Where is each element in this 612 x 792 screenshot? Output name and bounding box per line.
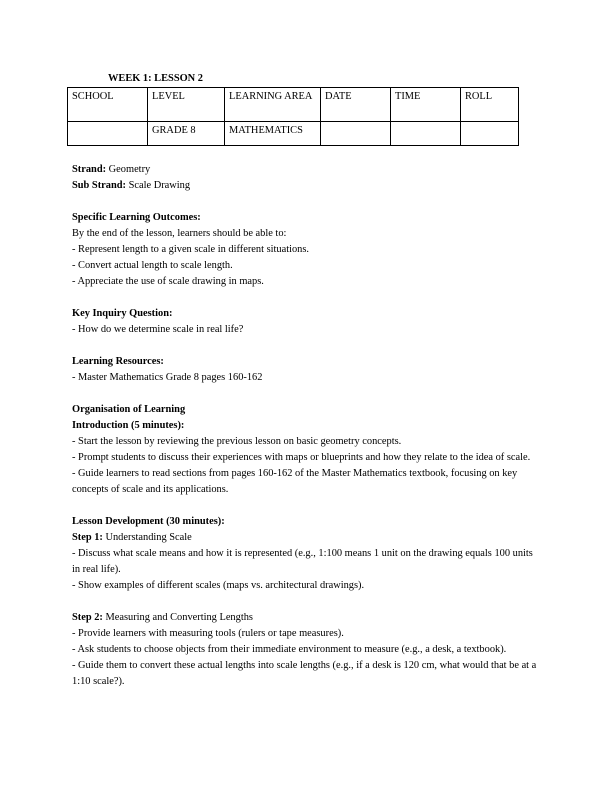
header-learning-area: LEARNING AREA — [225, 88, 321, 122]
introduction-item: - Start the lesson by reviewing the previous lesson on basic geometry concepts. — [72, 436, 402, 447]
introduction-item: - Prompt students to discuss their experiences with maps or blueprints and how they relate to the idea of scale. — [72, 452, 531, 463]
value-level: GRADE 8 — [148, 122, 225, 146]
value-time — [391, 122, 461, 146]
development-heading: Lesson Development (30 minutes): — [72, 516, 225, 527]
header-level: LEVEL — [148, 88, 225, 122]
outcome-item: - Appreciate the use of scale drawing in maps. — [72, 276, 264, 287]
organisation-heading: Organisation of Learning — [72, 404, 186, 415]
header-date: DATE — [321, 88, 391, 122]
lesson-body — [72, 162, 542, 690]
strand-value: Geometry — [106, 164, 151, 175]
strand-label: Strand: — [72, 164, 107, 175]
outcomes-heading: Specific Learning Outcomes: — [72, 212, 201, 223]
header-time: TIME — [391, 88, 461, 122]
step1-title: Understanding Scale — [102, 532, 192, 543]
info-table-header-row — [68, 88, 519, 122]
introduction-heading: Introduction (5 minutes): — [72, 420, 185, 431]
step2-item: - Ask students to choose objects from their immediate environment to measure (e.g., a desk, a textbook). — [72, 644, 507, 655]
step1-item: - Discuss what scale means and how it is represented (e.g., 1:100 means 1 unit on the drawing equals 100 units in real life). — [72, 548, 533, 575]
header-school: SCHOOL — [68, 88, 148, 122]
value-learning-area: MATHEMATICS — [225, 122, 321, 146]
sub-strand-value: Scale Drawing — [126, 180, 191, 191]
introduction-item: - Guide learners to read sections from pages 160-162 of the Master Mathematics textbook, focusing on key concepts of scale and its applications. — [72, 468, 518, 495]
step2-label: Step 2: — [72, 612, 103, 623]
sub-strand-label: Sub Strand: — [72, 180, 126, 191]
step2-title: Measuring and Converting Lengths — [102, 612, 253, 623]
step2-item: - Guide them to convert these actual lengths into scale lengths (e.g., if a desk is 120 cm, what would that be at a 1:10 scale?). — [72, 660, 537, 687]
step1-item: - Show examples of different scales (maps vs. architectural drawings). — [72, 580, 365, 591]
info-table-value-row — [68, 122, 519, 146]
inquiry-heading: Key Inquiry Question: — [72, 308, 173, 319]
value-roll — [461, 122, 519, 146]
sub-strand-line — [72, 178, 542, 194]
step1-line — [72, 530, 542, 546]
resources-heading: Learning Resources: — [72, 356, 164, 367]
step1-label: Step 1: — [72, 532, 103, 543]
header-roll: ROLL — [461, 88, 519, 122]
strand-line — [72, 162, 542, 178]
outcome-item: - Convert actual length to scale length. — [72, 260, 233, 271]
lesson-info-table — [67, 87, 519, 146]
week-lesson-title: WEEK 1: LESSON 2 — [108, 73, 203, 84]
step2-item: - Provide learners with measuring tools (rulers or tape measures). — [72, 628, 344, 639]
inquiry-item: - How do we determine scale in real life? — [72, 324, 244, 335]
value-school — [68, 122, 148, 146]
outcomes-intro: By the end of the lesson, learners should be able to: — [72, 228, 287, 239]
outcome-item: - Represent length to a given scale in different situations. — [72, 244, 309, 255]
step2-line — [72, 610, 542, 626]
value-date — [321, 122, 391, 146]
resource-item: - Master Mathematics Grade 8 pages 160-162 — [72, 372, 263, 383]
